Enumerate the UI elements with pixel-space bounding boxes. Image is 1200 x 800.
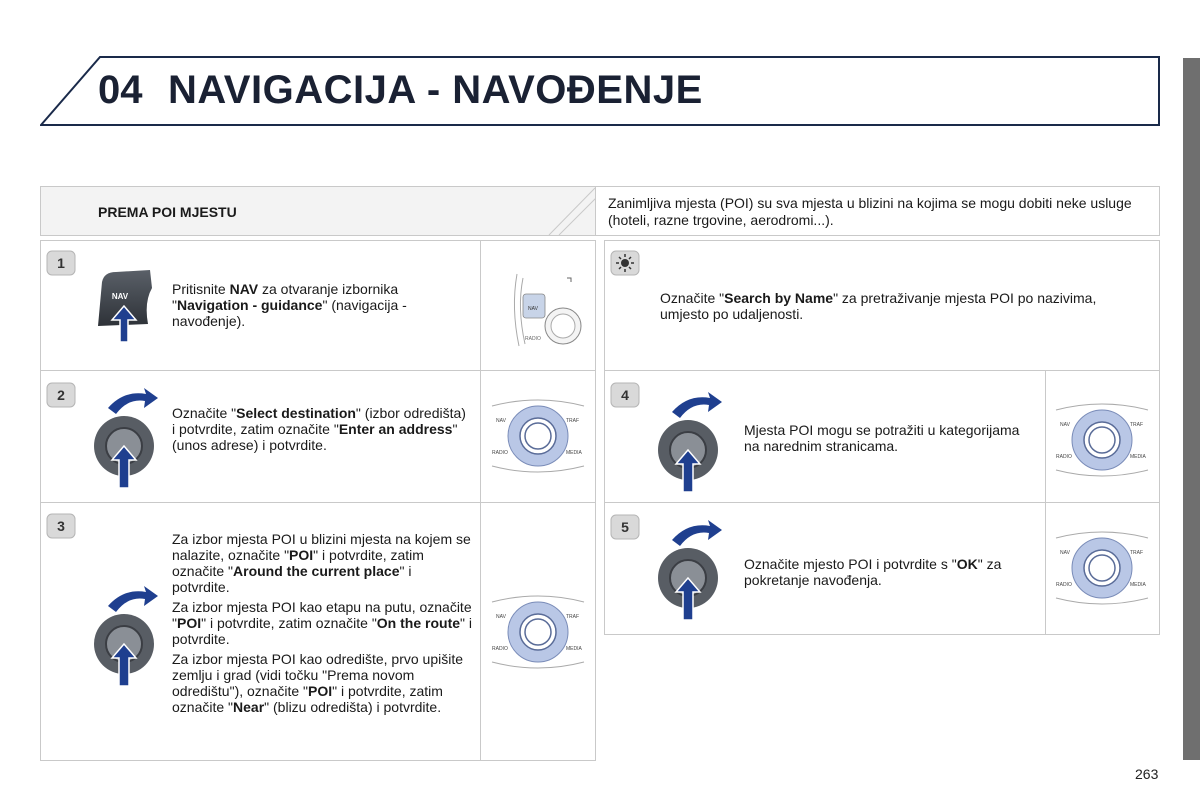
svg-text:NAV: NAV (1060, 422, 1070, 428)
nav-button-illustration (92, 268, 156, 344)
svg-text:5: 5 (621, 519, 629, 535)
step-2-text: Označite "Select destination" (izbor odredišta) i potvrdite, zatim označite "Enter an address" (unos adrese) i potvrdite. (172, 405, 466, 453)
intro-text: Zanimljiva mjesta (POI) su sva mjesta u blizini na kojima se mogu dobiti neke usluge (hoteli, razne trgovine, aerodromi...). (608, 195, 1132, 228)
svg-text:TRAF: TRAF (566, 418, 580, 424)
svg-text:RADIO: RADIO (525, 336, 541, 342)
svg-text:TRAF: TRAF (1130, 550, 1144, 556)
svg-text:RADIO: RADIO (1056, 454, 1072, 460)
step-1-badge (46, 250, 76, 276)
svg-text:TRAF: TRAF (566, 614, 580, 620)
rotary-knob-illustration (88, 386, 160, 490)
step-3-text (172, 531, 472, 719)
svg-text:4: 4 (621, 387, 629, 403)
chapter-title: NAVIGACIJA - NAVOĐENJE (168, 68, 703, 112)
control-panel-illustration (1052, 400, 1152, 480)
svg-text:RADIO: RADIO (1056, 582, 1072, 588)
svg-text:2: 2 (57, 387, 65, 403)
step-paragraph: Za izbor mjesta POI kao etapu na putu, označite "POI" i potvrdite, zatim označite "On the route" i potvrdite. (172, 599, 473, 647)
step-5-text: Označite mjesto POI i potvrdite s "OK" za pokretanje navođenja. (744, 556, 1002, 588)
svg-text:MEDIA: MEDIA (1130, 582, 1146, 588)
control-panel-illustration (1052, 528, 1152, 608)
svg-text:NAV: NAV (1060, 550, 1070, 556)
section-header-slant (535, 186, 597, 236)
section-title: PREMA POI MJESTU (98, 204, 237, 220)
step-paragraph: Za izbor mjesta POI kao odredište, prvo upišite zemlju i grad (vidi točku "Prema novom odredištu"), označite "POI" i potvrdite, zatim označite "Near" (blizu odredišta) i potvrdite. (172, 651, 464, 715)
svg-text:3: 3 (57, 518, 65, 534)
svg-text:NAV: NAV (528, 306, 538, 312)
page-number: 263 (1135, 766, 1159, 782)
step-1-text: Pritisnite NAV za otvaranje izbornika "Navigation - guidance" (navigacija - navođenje). (172, 281, 407, 329)
svg-text:MEDIA: MEDIA (566, 450, 582, 456)
svg-text:MEDIA: MEDIA (1130, 454, 1146, 460)
rotary-knob-illustration (88, 584, 160, 688)
control-panel-illustration (488, 592, 588, 672)
svg-text:NAV: NAV (496, 614, 506, 620)
chapter-side-tab (1183, 58, 1200, 760)
svg-text:MEDIA: MEDIA (566, 646, 582, 652)
tip-lightbulb-icon (610, 250, 640, 276)
rotary-knob-illustration (652, 518, 724, 622)
svg-text:TRAF: TRAF (1130, 422, 1144, 428)
dashboard-nav-photo (505, 268, 587, 350)
step-4-badge (610, 382, 640, 408)
rotary-knob-illustration (652, 390, 724, 494)
chapter-number: 04 (98, 68, 143, 112)
step-paragraph: Za izbor mjesta POI u blizini mjesta na kojem se nalazite, označite "POI" i potvrdite, zatim označite "Around the current place" i potvrdite. (172, 531, 471, 595)
svg-text:NAV: NAV (496, 418, 506, 424)
control-panel-illustration (488, 396, 588, 476)
svg-text:RADIO: RADIO (492, 646, 508, 652)
step-2-badge (46, 382, 76, 408)
nav-button-label: NAV (111, 292, 129, 301)
step-4-text: Mjesta POI mogu se potražiti u kategorijama na narednim stranicama. (744, 422, 1020, 454)
step-3-badge (46, 513, 76, 539)
tip-text: Označite "Search by Name" za pretraživanje mjesta POI po nazivima, umjesto po udaljenosti. (660, 290, 1097, 322)
svg-text:1: 1 (57, 255, 65, 271)
step-5-badge (610, 514, 640, 540)
svg-text:RADIO: RADIO (492, 450, 508, 456)
